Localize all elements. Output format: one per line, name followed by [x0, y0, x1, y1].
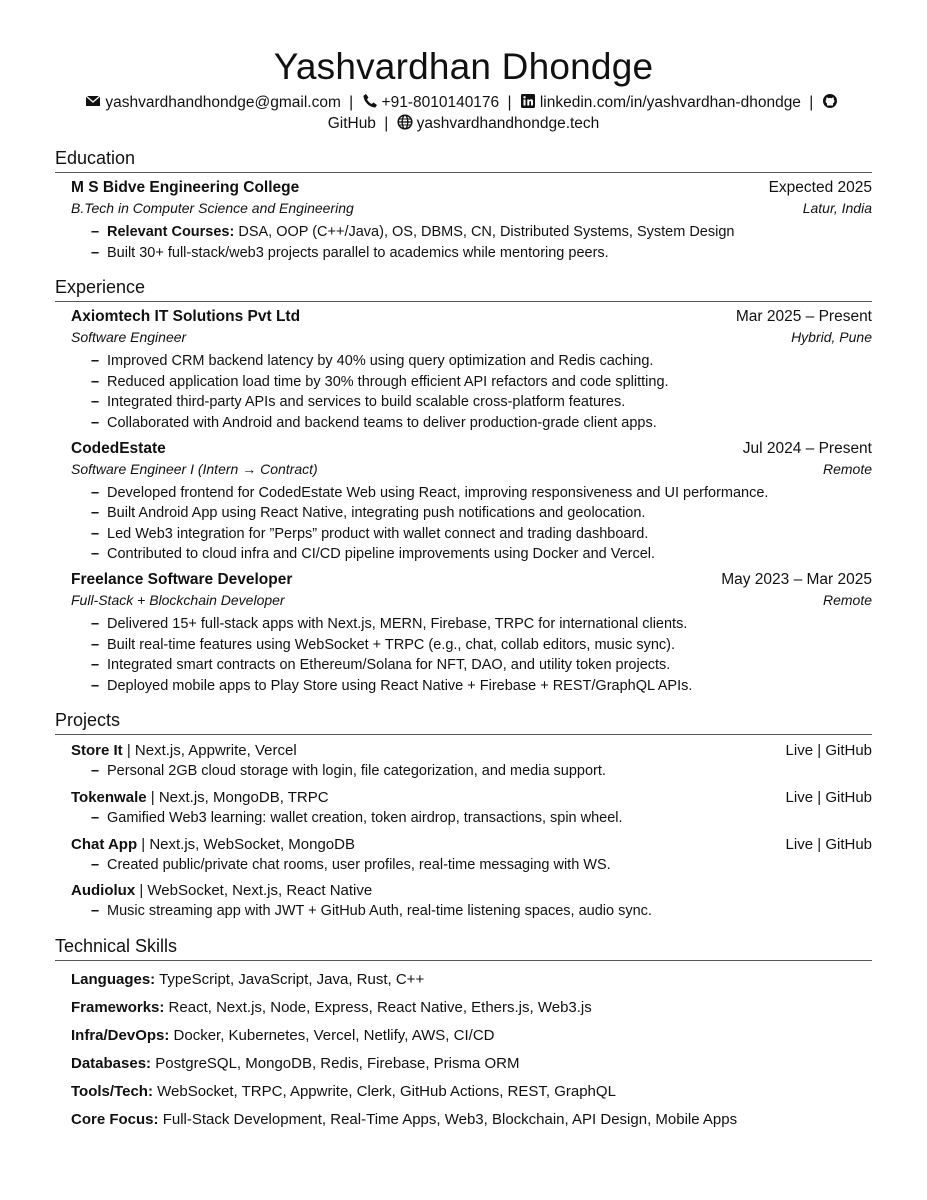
bullet-list	[71, 222, 872, 263]
separator: |	[507, 94, 512, 111]
bullet-item: – Improved CRM backend latency by 40% using query optimization and Redis caching.	[91, 351, 872, 372]
experience-entry	[55, 306, 872, 433]
bullet-item: – Delivered 15+ full-stack apps with Next.js, MERN, Firebase, TRPC for international clients.	[91, 614, 872, 635]
bullet-item: – Collaborated with Android and backend teams to deliver production-grade client apps.	[91, 413, 872, 434]
bullet-item: – Built Android App using React Native, integrating push notifications and geolocation.	[91, 503, 872, 524]
skill-row	[71, 1078, 872, 1106]
education-section	[55, 146, 872, 263]
project-tech: Next.js, MongoDB, TRPC	[158, 788, 329, 806]
experience-entry	[55, 438, 872, 565]
bullet-item: – Gamified Web3 learning: wallet creation, token airdrop, transactions, spin wheel.	[91, 808, 872, 829]
skill-row	[71, 966, 872, 994]
bullet-item: – Developed frontend for CodedEstate Web using React, improving responsiveness and UI performance.	[91, 483, 872, 504]
skill-value: TypeScript, JavaScript, Java, Rust, C++	[159, 970, 425, 988]
email-link[interactable]	[85, 94, 340, 111]
bullet-list	[71, 614, 872, 696]
entry-location: Remote	[822, 591, 872, 608]
project-entry: Store It | Next.js, Appwrite, Vercel Live | GitHub – Personal 2GB cloud storage with login, file categorization, and media support.	[55, 741, 872, 782]
bullet-item	[91, 222, 872, 243]
live-link[interactable]: Live	[785, 788, 814, 806]
skill-label: Infra/DevOps:	[71, 1026, 170, 1044]
website-link[interactable]	[397, 115, 600, 132]
bullet-item: – Led Web3 integration for ”Perps” product with wallet connect and trading dashboard.	[91, 524, 872, 545]
bullet-item: – Created public/private chat rooms, user profiles, real-time messaging with WS.	[91, 855, 872, 876]
project-tech: WebSocket, Next.js, React Native	[147, 882, 373, 900]
bullet-list	[71, 761, 872, 782]
github-link[interactable]: GitHub	[825, 742, 872, 760]
entry-location: Latur, India	[802, 200, 872, 216]
job-role: Software Engineer I (Intern → Contract)	[71, 460, 318, 477]
job-role: Full-Stack + Blockchain Developer	[71, 591, 285, 608]
skill-row	[71, 994, 872, 1022]
email-text: yashvardhandhondge@gmail.com	[105, 94, 341, 111]
candidate-name: Yashvardhan Dhondge	[273, 46, 654, 87]
live-link[interactable]: Live	[785, 835, 814, 853]
skills-list	[55, 966, 872, 1134]
bullet-item: – Deployed mobile apps to Play Store using React Native + Firebase + REST/GraphQL APIs.	[91, 676, 872, 697]
bullet-item: – Integrated smart contracts on Ethereum/Solana for NFT, DAO, and utility token projects.	[91, 655, 872, 676]
bullet-item: – Built 30+ full-stack/web3 projects parallel to academics while mentoring peers.	[91, 243, 872, 264]
school-name: M S Bidve Engineering College	[71, 179, 300, 196]
github-link[interactable]: GitHub	[825, 788, 872, 806]
skill-label: Frameworks:	[71, 998, 165, 1016]
bullet-list	[71, 855, 872, 876]
entry-date: Jul 2024 – Present	[742, 439, 872, 457]
company-name: Axiomtech IT Solutions Pvt Ltd	[71, 308, 301, 326]
separator: |	[349, 94, 354, 111]
skill-value: PostgreSQL, MongoDB, Redis, Firebase, Prisma ORM	[155, 1054, 520, 1072]
section-title: Technical Skills	[55, 934, 872, 961]
bullet-list	[71, 351, 872, 433]
phone-link[interactable]	[362, 94, 500, 111]
skill-value: Docker, Kubernetes, Vercel, Netlify, AWS, CI/CD	[173, 1026, 495, 1044]
github-link[interactable]: GitHub	[825, 835, 872, 853]
skill-row	[71, 1106, 872, 1134]
entry-date: May 2023 – Mar 2025	[721, 570, 872, 588]
skill-label: Tools/Tech:	[71, 1082, 153, 1100]
company-name: CodedEstate	[71, 439, 166, 457]
entry-location: Hybrid, Pune	[791, 329, 872, 346]
skill-value: React, Next.js, Node, Express, React Native, Ethers.js, Web3.js	[168, 998, 592, 1016]
envelope-icon	[85, 93, 101, 109]
bullet-list	[71, 808, 872, 829]
skill-row	[71, 1022, 872, 1050]
bullet-item: – Built real-time features using WebSocket + TRPC (e.g., chat, collab editors, music sync).	[91, 635, 872, 656]
bullet-list	[71, 483, 872, 565]
bullet-item: – Reduced application load time by 30% through efficient API refactors and code splitting.	[91, 372, 872, 393]
project-name: Store It	[71, 742, 123, 760]
website-text: yashvardhandhondge.tech	[416, 115, 600, 132]
bullet-item: – Contributed to cloud infra and CI/CD pipeline improvements using Docker and Vercel.	[91, 544, 872, 565]
project-name: Chat App	[71, 835, 138, 853]
courses-text: DSA, OOP (C++/Java), OS, DBMS, CN, Distributed Systems, System Design	[238, 224, 735, 240]
job-role: Software Engineer	[71, 329, 187, 346]
bullet-item: – Personal 2GB cloud storage with login, file categorization, and media support.	[91, 761, 872, 782]
skill-label: Languages:	[71, 970, 156, 988]
linkedin-link[interactable]	[520, 94, 801, 111]
entry-date: Mar 2025 – Present	[735, 308, 872, 326]
project-entry: Chat App | Next.js, WebSocket, MongoDB Live | GitHub – Created public/private chat rooms, user profiles, real-time messaging with WS.	[55, 835, 872, 876]
company-name: Freelance Software Developer	[71, 570, 293, 588]
skill-label: Core Focus:	[71, 1110, 159, 1128]
github-icon	[822, 93, 838, 109]
resume-page	[55, 44, 872, 1134]
project-tech: Next.js, WebSocket, MongoDB	[149, 835, 355, 853]
linkedin-icon	[520, 93, 536, 109]
courses-label: Relevant Courses:	[107, 224, 235, 240]
bullet-item: – Music streaming app with JWT + GitHub Auth, real-time listening spaces, audio sync.	[91, 901, 872, 922]
project-tech: Next.js, Appwrite, Vercel	[134, 742, 297, 760]
bullet-item: – Integrated third-party APIs and services to build scalable cross-platform features.	[91, 392, 872, 413]
section-title: Projects	[55, 708, 872, 735]
projects-section	[55, 708, 872, 921]
skill-value: WebSocket, TRPC, Appwrite, Clerk, GitHub Actions, REST, GraphQL	[157, 1082, 616, 1100]
github-link[interactable]: GitHub	[327, 115, 376, 132]
skill-label: Databases:	[71, 1054, 152, 1072]
skill-value: Full-Stack Development, Real-Time Apps, Web3, Blockchain, API Design, Mobile Apps	[162, 1110, 738, 1128]
education-entry	[55, 177, 872, 263]
contact-line	[55, 92, 872, 134]
experience-section	[55, 275, 872, 696]
project-name: Tokenwale	[71, 788, 147, 806]
separator: |	[384, 115, 389, 132]
linkedin-text: linkedin.com/in/yashvardhan-dhondge	[539, 94, 801, 111]
project-entry: Tokenwale | Next.js, MongoDB, TRPC Live | GitHub – Gamified Web3 learning: wallet creation, token airdrop, transactions, spin wheel.	[55, 788, 872, 829]
skills-section	[55, 934, 872, 1134]
separator: |	[809, 94, 814, 111]
entry-date: Expected 2025	[768, 179, 872, 196]
experience-entry	[55, 569, 872, 696]
phone-icon	[362, 93, 378, 109]
project-entry: Audiolux | WebSocket, Next.js, React Native – Music streaming app with JWT + GitHub Auth, real-time listening spaces, audio sync.	[55, 881, 872, 922]
phone-text: +91-8010140176	[381, 94, 500, 111]
live-link[interactable]: Live	[785, 742, 814, 760]
skill-row	[71, 1050, 872, 1078]
entry-location: Remote	[822, 460, 872, 477]
section-title: Experience	[55, 275, 872, 302]
bullet-list	[71, 901, 872, 922]
degree: B.Tech in Computer Science and Engineering	[71, 200, 354, 216]
globe-icon	[397, 114, 413, 130]
project-name: Audiolux	[71, 882, 136, 900]
section-title: Education	[55, 146, 872, 173]
